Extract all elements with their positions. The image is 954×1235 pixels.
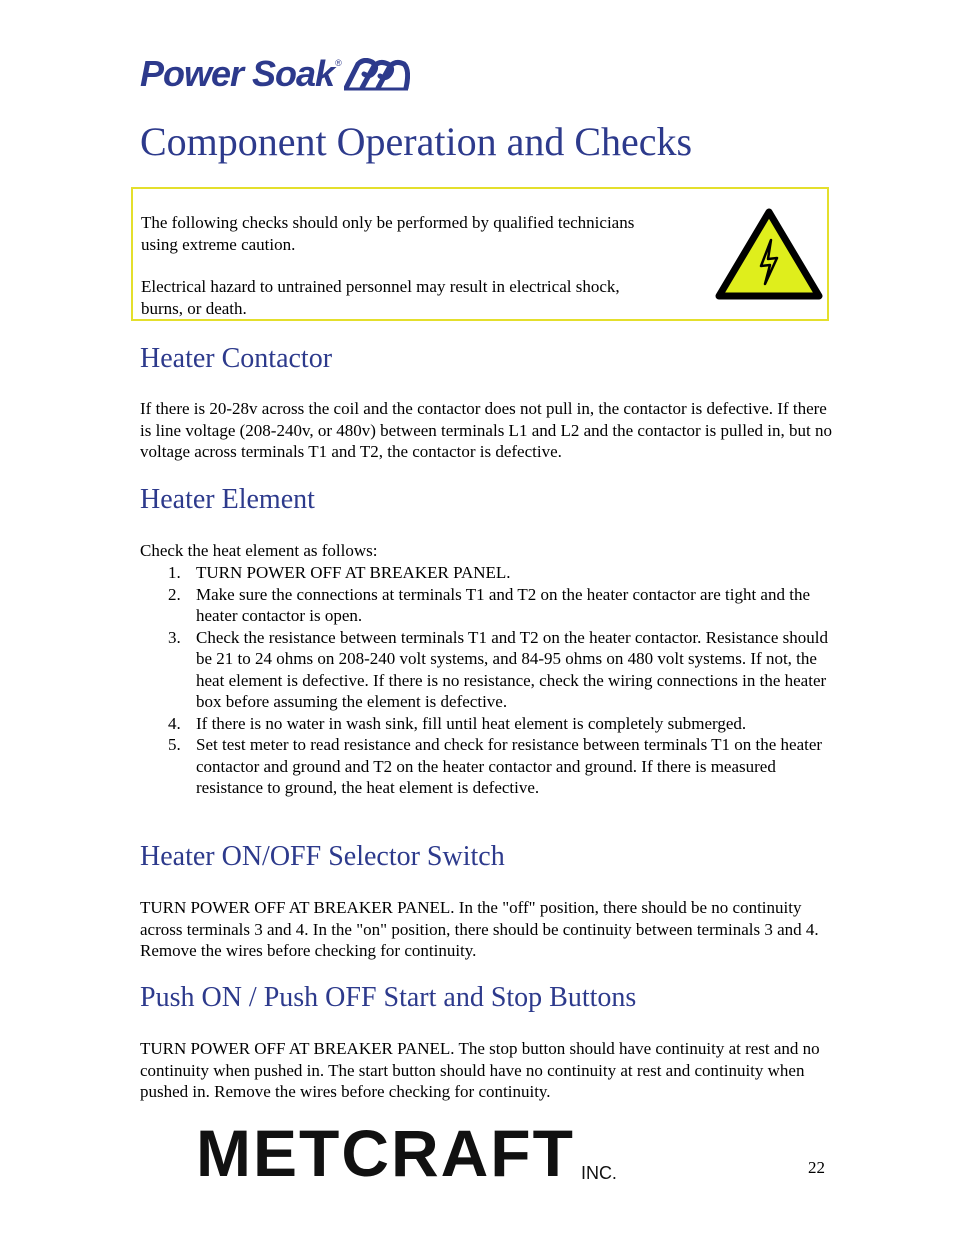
- step-number: 3.: [168, 627, 181, 647]
- step-text: TURN POWER OFF AT BREAKER PANEL.: [196, 563, 511, 582]
- heater-element-intro: Check the heat element as follows:: [140, 541, 378, 560]
- step-number: 5.: [168, 735, 181, 754]
- page-number: 22: [808, 1158, 825, 1177]
- heater-element-steps: [140, 562, 840, 799]
- list-item: [140, 584, 840, 627]
- start-stop-heading: Push ON / Push OFF Start and Stop Buttons: [140, 982, 637, 1013]
- step-text: If there is no water in wash sink, fill until heat element is completely submerged.: [196, 713, 747, 733]
- step-text: Set test meter to read resistance and check for resistance between terminals T1 on the heater contactor and ground and T2 on the heater contactor and ground. If there is measured resistance to ground, the heat element is defective.: [196, 735, 823, 797]
- warning-text-qualified: The following checks should only be performed by qualified technicians using extreme caution.: [141, 213, 635, 254]
- step-text: Make sure the connections at terminals T1 and T2 on the heater contactor are tight and the heater contactor is open.: [196, 584, 810, 625]
- list-item: [140, 627, 840, 713]
- step-number: 1.: [168, 563, 181, 582]
- heater-contactor-heading: Heater Contactor: [140, 343, 333, 374]
- warning-box: [131, 187, 829, 321]
- warning-text-hazard: Electrical hazard to untrained personnel may result in electrical shock, burns, or death.: [141, 277, 620, 318]
- metcraft-logo: [196, 1116, 617, 1190]
- step-number: 4.: [168, 713, 181, 733]
- page-title: Component Operation and Checks: [140, 119, 693, 164]
- list-item: [140, 734, 840, 799]
- heater-element-heading: Heater Element: [140, 484, 315, 515]
- selector-switch-text: TURN POWER OFF AT BREAKER PANEL. In the "off" position, there should be no continuity across terminals 3 and 4. In the "on" position, there should be continuity between terminals 3 and 4. Remove the wires before checking for continuity.: [140, 898, 819, 960]
- metcraft-inc-text: INC.: [580, 1163, 617, 1183]
- selector-switch-heading: Heater ON/OFF Selector Switch: [140, 841, 505, 872]
- registered-mark: ®: [335, 58, 342, 68]
- high-voltage-warning-icon: [715, 206, 823, 302]
- power-soak-logo-text: Power Soak: [140, 53, 335, 94]
- step-number: 2.: [168, 584, 181, 604]
- heater-contactor-text: If there is 20-28v across the coil and the contactor does not pull in, the contactor is defective. If there is line voltage (208-240v, or 480v) between terminals L1 and L2 and the contactor is pulled in, but no voltage across terminals T1 and T2, the contactor is defective.: [140, 399, 832, 461]
- list-item: [140, 562, 840, 584]
- wave-icon: [344, 58, 410, 92]
- metcraft-logo-text: METCRAFT: [196, 1116, 575, 1190]
- step-text: Check the resistance between terminals T1 and T2 on the heater contactor. Resistance should be 21 to 24 ohms on 208-240 volt systems, and 84-95 ohms on 480 volt systems. If not, the heat element is defective. If there is no resistance, check the wiring connections in the heater box before assuming the element is defective.: [196, 627, 828, 711]
- power-soak-logo: [140, 54, 410, 96]
- start-stop-text: TURN POWER OFF AT BREAKER PANEL. The stop button should have continuity at rest and no continuity when pushed in. The start button should have no continuity at rest and continuity when pushed in. Remove the wires before checking for continuity.: [140, 1039, 820, 1101]
- list-item: [140, 713, 840, 735]
